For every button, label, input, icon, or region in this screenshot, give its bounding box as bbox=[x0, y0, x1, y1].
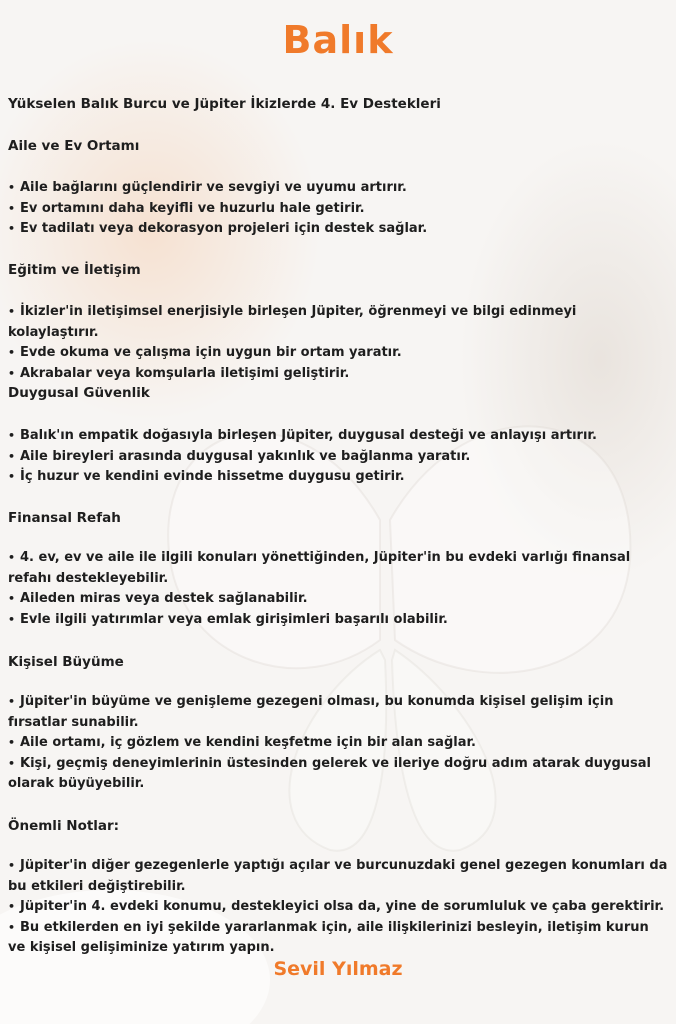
list-item: • Bu etkilerden en iyi şekilde yararlanmak için, aile ilişkilerinizi besleyin, iletişim kurun ve kişisel gelişiminize yatırım yapın. bbox=[8, 919, 649, 955]
section-heading-finansal: Finansal Refah bbox=[8, 510, 121, 526]
section-heading-aile: Aile ve Ev Ortamı bbox=[8, 138, 140, 154]
list-item: • Jüpiter'in 4. evdeki konumu, destekleyici olsa da, yine de sorumluluk ve çaba gerektirir. bbox=[8, 897, 668, 918]
page-title: Balık bbox=[282, 18, 394, 62]
bullet-icon: • bbox=[8, 201, 16, 215]
list-item: • Jüpiter'in büyüme ve genişleme gezegeni olması, bu konumda kişisel gelişim için fırsatlar sunabilir. bbox=[8, 694, 614, 730]
bullet-icon: • bbox=[8, 470, 16, 483]
bullet-icon: • bbox=[8, 900, 16, 913]
bullet-icon: • bbox=[8, 366, 16, 380]
list-item: • Aile bireyleri arasında duygusal yakınlık ve bağlanma yaratır. bbox=[8, 447, 668, 468]
bullet-icon: • bbox=[8, 551, 16, 564]
bullet-icon: • bbox=[8, 449, 16, 463]
list-item: • Ev ortamını daha keyifli ve huzurlu hale getirir. bbox=[8, 199, 668, 220]
section-heading-egitim: Eğitim ve İletişim bbox=[8, 262, 141, 278]
bullet-icon: • bbox=[8, 181, 16, 194]
section-heading-kisisel: Kişisel Büyüme bbox=[8, 654, 124, 670]
bullet-icon: • bbox=[8, 429, 16, 442]
bullet-icon: • bbox=[8, 305, 16, 318]
list-item: • Evde okuma ve çalışma için uygun bir ortam yaratır. bbox=[8, 343, 668, 364]
list-item: • 4. ev, ev ve aile ile ilgili konuları yönettiğinden, Jüpiter'in bu evdeki varlığı finansal refahı destekleyebilir. bbox=[8, 550, 631, 586]
section-list-duygusal bbox=[8, 426, 668, 488]
section-list-aile bbox=[8, 178, 668, 240]
list-item: • Aile ortamı, iç gözlem ve kendini keşfetme için bir alan sağlar. bbox=[8, 733, 668, 754]
bullet-icon: • bbox=[8, 859, 16, 872]
bullet-icon: • bbox=[8, 920, 16, 934]
list-item: • Ev tadilatı veya dekorasyon projeleri için destek sağlar. bbox=[8, 219, 668, 240]
section-list-egitim bbox=[8, 302, 668, 384]
bullet-icon: • bbox=[8, 612, 16, 626]
list-item: • Kişi, geçmiş deneyimlerinin üstesinden gelerek ve ileriye doğru adım atarak duygusal olarak büyüyebilir. bbox=[8, 755, 652, 791]
list-item: • Jüpiter'in diğer gezegenlerle yaptığı açılar ve burcunuzdaki genel gezegen konumları da bu etkileri değiştirebilir. bbox=[8, 858, 668, 894]
list-item: • İkizler'in iletişimsel enerjisiyle birleşen Jüpiter, öğrenmeyi ve bilgi edinmeyi kolaylaştırır. bbox=[8, 304, 577, 340]
bullet-icon: • bbox=[8, 736, 16, 749]
section-heading-duygusal: Duygusal Güvenlik bbox=[8, 385, 150, 401]
section-list-notlar bbox=[8, 856, 668, 959]
bullet-icon: • bbox=[8, 695, 16, 708]
section-list-finansal bbox=[8, 548, 668, 630]
list-item: • Aile bağlarını güçlendirir ve sevgiyi ve uyumu artırır. bbox=[8, 178, 668, 199]
list-item: • Akrabalar veya komşularla iletişimi geliştirir. bbox=[8, 364, 668, 385]
list-item: • Aileden miras veya destek sağlanabilir. bbox=[8, 589, 668, 610]
section-list-kisisel bbox=[8, 692, 668, 795]
section-heading-notlar: Önemli Notlar: bbox=[8, 818, 120, 834]
list-item: • İç huzur ve kendini evinde hissetme duygusu getirir. bbox=[8, 467, 668, 488]
list-item: • Balık'ın empatik doğasıyla birleşen Jüpiter, duygusal desteği ve anlayışı artırır. bbox=[8, 426, 668, 447]
bullet-icon: • bbox=[8, 222, 16, 235]
bullet-icon: • bbox=[8, 346, 16, 359]
list-item: • Evle ilgili yatırımlar veya emlak girişimleri başarılı olabilir. bbox=[8, 610, 668, 631]
author-signature: Sevil Yılmaz bbox=[273, 958, 403, 980]
document-subtitle: Yükselen Balık Burcu ve Jüpiter İkizlerde 4. Ev Destekleri bbox=[8, 96, 441, 112]
bullet-icon: • bbox=[8, 756, 16, 770]
bullet-icon: • bbox=[8, 592, 16, 605]
